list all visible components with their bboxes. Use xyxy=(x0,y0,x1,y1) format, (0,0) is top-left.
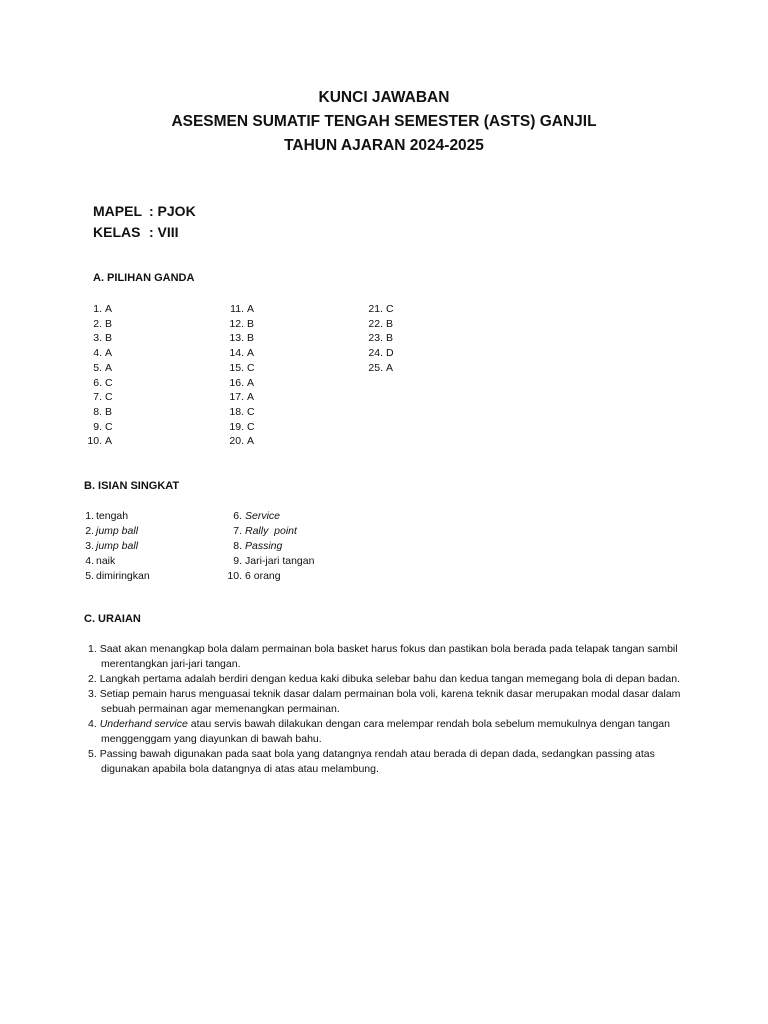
doc-title-line-3: TAHUN AJARAN 2024-2025 xyxy=(284,137,484,154)
section-b-title: B. ISIAN SINGKAT xyxy=(84,480,180,492)
mc-column-3 xyxy=(361,302,394,376)
doc-title-line-1: KUNCI JAWABAN xyxy=(318,89,450,106)
answer-row: 3. jump ball xyxy=(85,540,139,552)
essay-answers xyxy=(84,642,684,777)
essay-item: 4. Underhand service atau servis bawah dilakukan dengan cara melempar rendah bola sebelum memukulnya dengan tangan menggenggam yang diayunkan di bawah bahu. xyxy=(88,718,670,745)
short-answer-column-1 xyxy=(84,509,150,584)
answer-row: 8. B xyxy=(93,405,113,418)
class-line xyxy=(93,224,179,240)
answer-row: 10. A xyxy=(87,435,113,448)
answer-row: 3. B xyxy=(93,332,113,345)
answer-row: 2. jump ball xyxy=(85,525,139,537)
essay-item: 3. Setiap pemain harus menguasai teknik dasar dalam permainan bola voli, karena teknik dasar merupakan modal dasar dalam sebuah permainan agar memenangkan permainan. xyxy=(88,688,681,715)
section-c-title: C. URAIAN xyxy=(84,613,141,625)
answer-row: 4. A xyxy=(93,347,113,360)
answer-row: 23. B xyxy=(368,332,394,345)
answer-row: 20. A xyxy=(229,435,255,448)
answer-row: 13. B xyxy=(229,332,255,345)
answer-row: 4. naik xyxy=(85,555,116,567)
answer-row: 1. A xyxy=(93,303,113,315)
subject-value: : PJOK xyxy=(149,203,196,219)
class-value: : VIII xyxy=(149,224,179,240)
answer-row: 9. C xyxy=(93,420,113,433)
essay-item: 5. Passing bawah digunakan pada saat bola yang datangnya rendah atau berada di depan dada, sedangkan passing atas digunakan apabila bola datangnya di atas atau melambung. xyxy=(88,748,655,775)
answer-row: 24. D xyxy=(368,347,394,360)
answer-row: 7. Rally point xyxy=(233,525,297,537)
answer-row: 14. A xyxy=(229,347,255,360)
answer-row: 2. B xyxy=(93,317,113,330)
essay-item: 2. Langkah pertama adalah berdiri dengan kedua kaki dibuka selebar bahu dan kedua tangan memegang bola di depan badan. xyxy=(88,673,680,685)
mc-column-2 xyxy=(222,302,255,449)
class-label: KELAS xyxy=(93,224,141,240)
answer-row: 5. A xyxy=(93,361,113,374)
answer-row: 1. tengah xyxy=(85,510,129,522)
answer-row: 5. dimiringkan xyxy=(85,570,150,582)
answer-row: 15. C xyxy=(229,361,255,374)
answer-row: 25. A xyxy=(368,361,394,374)
section-a-title: A. PILIHAN GANDA xyxy=(93,272,195,284)
answer-row: 7. C xyxy=(93,391,113,404)
answer-row: 22. B xyxy=(368,317,394,330)
answer-row: 11. A xyxy=(230,303,255,315)
answer-row: 19. C xyxy=(229,420,255,433)
mc-column-1 xyxy=(80,302,113,449)
answer-row: 18. C xyxy=(229,405,255,418)
essay-item: 1. Saat akan menangkap bola dalam permainan bola basket harus fokus dan pastikan bola berada pada telapak tangan sambil merentangkan jari-jari tangan. xyxy=(88,643,678,670)
doc-title-line-2: ASESMEN SUMATIF TENGAH SEMESTER (ASTS) GANJIL xyxy=(171,113,597,130)
subject-line xyxy=(93,203,196,219)
answer-row: 8. Passing xyxy=(233,540,283,552)
answer-row: 21. C xyxy=(368,303,394,315)
answer-row: 9. Jari-jari tangan xyxy=(233,555,315,567)
answer-row: 17. A xyxy=(229,391,255,404)
subject-label: MAPEL xyxy=(93,203,142,219)
answer-row: 6. Service xyxy=(233,510,281,522)
short-answer-column-2 xyxy=(220,509,314,584)
answer-row: 10. 6 orang xyxy=(227,570,281,582)
answer-row: 12. B xyxy=(229,317,255,330)
answer-row: 6. C xyxy=(93,376,113,389)
answer-row: 16. A xyxy=(229,376,255,389)
